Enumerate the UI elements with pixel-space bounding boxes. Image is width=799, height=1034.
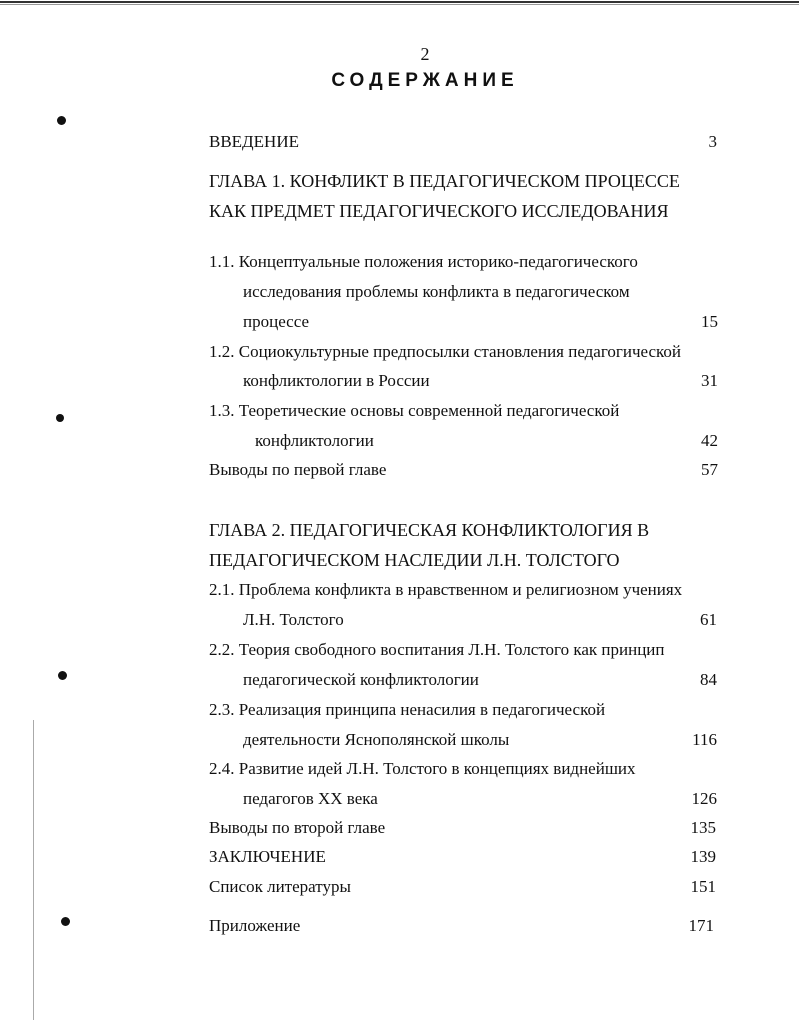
toc-appendix-page: 171 bbox=[688, 916, 714, 935]
section-2-3-page: 116 bbox=[692, 730, 717, 749]
section-2-2-line2: педагогической конфликтологии bbox=[243, 670, 479, 689]
chapter1-conclusion-label: Выводы по первой главе bbox=[209, 460, 387, 479]
toc-intro-page: 3 bbox=[708, 132, 717, 151]
section-1-2-line1: 1.2. Социокультурные предпосылки становления педагогической bbox=[209, 342, 682, 361]
chapter2-title-line1: ГЛАВА 2. ПЕДАГОГИЧЕСКАЯ КОНФЛИКТОЛОГИЯ В bbox=[209, 520, 650, 540]
toc-appendix-label: Приложение bbox=[209, 916, 301, 935]
section-2-3-line2: деятельности Яснополянской школы bbox=[243, 730, 510, 749]
section-2-1-page: 61 bbox=[700, 610, 717, 629]
scan-margin-line bbox=[33, 720, 34, 1020]
section-2-4-line1: 2.4. Развитие идей Л.Н. Толстого в концепциях виднейших bbox=[209, 759, 636, 778]
top-border-thin bbox=[0, 4, 799, 5]
top-border bbox=[0, 1, 799, 3]
section-1-1-line3: процессе bbox=[243, 312, 310, 331]
punch-hole-mark bbox=[57, 116, 66, 125]
punch-hole-mark bbox=[61, 917, 70, 926]
section-2-2-page: 84 bbox=[700, 670, 717, 689]
chapter1-title-line2: КАК ПРЕДМЕТ ПЕДАГОГИЧЕСКОГО ИССЛЕДОВАНИЯ bbox=[209, 201, 669, 221]
punch-hole-mark bbox=[58, 671, 67, 680]
chapter2-conclusion-label: Выводы по второй главе bbox=[209, 818, 386, 837]
section-2-4-page: 126 bbox=[691, 789, 717, 808]
chapter2-conclusion-page: 135 bbox=[690, 818, 716, 837]
chapter1-conclusion-page: 57 bbox=[701, 460, 718, 479]
section-2-1-line2: Л.Н. Толстого bbox=[243, 610, 344, 629]
toc-conclusion-page: 139 bbox=[690, 847, 716, 866]
toc-bibliography-label: Список литературы bbox=[209, 877, 351, 896]
section-1-2-line2: конфликтологии в России bbox=[243, 371, 430, 390]
section-1-1-line1: 1.1. Концептуальные положения историко-педагогического bbox=[209, 252, 638, 271]
section-1-3-line1: 1.3. Теоретические основы современной педагогической bbox=[209, 401, 620, 420]
chapter2-title-line2: ПЕДАГОГИЧЕСКОМ НАСЛЕДИИ Л.Н. ТОЛСТОГО bbox=[209, 550, 620, 570]
section-1-3-line2: конфликтологии bbox=[255, 431, 374, 450]
section-1-3-page: 42 bbox=[701, 431, 718, 450]
section-2-2-line1: 2.2. Теория свободного воспитания Л.Н. Толстого как принцип bbox=[209, 640, 665, 659]
punch-hole-mark bbox=[56, 414, 64, 422]
section-2-1-line1: 2.1. Проблема конфликта в нравственном и религиозном учениях bbox=[209, 580, 683, 599]
section-1-1-page: 15 bbox=[701, 312, 718, 331]
toc-conclusion-label: ЗАКЛЮЧЕНИЕ bbox=[209, 847, 326, 866]
section-2-4-line2: педагогов XX века bbox=[243, 789, 378, 808]
section-1-2-page: 31 bbox=[701, 371, 718, 390]
section-1-1-line2: исследования проблемы конфликта в педагогическом bbox=[243, 282, 630, 301]
page-title: СОДЕРЖАНИЕ bbox=[331, 70, 519, 91]
chapter1-title-line1: ГЛАВА 1. КОНФЛИКТ В ПЕДАГОГИЧЕСКОМ ПРОЦЕССЕ bbox=[209, 171, 680, 191]
toc-intro-label: ВВЕДЕНИЕ bbox=[209, 132, 299, 151]
section-2-3-line1: 2.3. Реализация принципа ненасилия в педагогической bbox=[209, 700, 606, 719]
page-number: 2 bbox=[420, 44, 430, 64]
toc-bibliography-page: 151 bbox=[690, 877, 716, 896]
